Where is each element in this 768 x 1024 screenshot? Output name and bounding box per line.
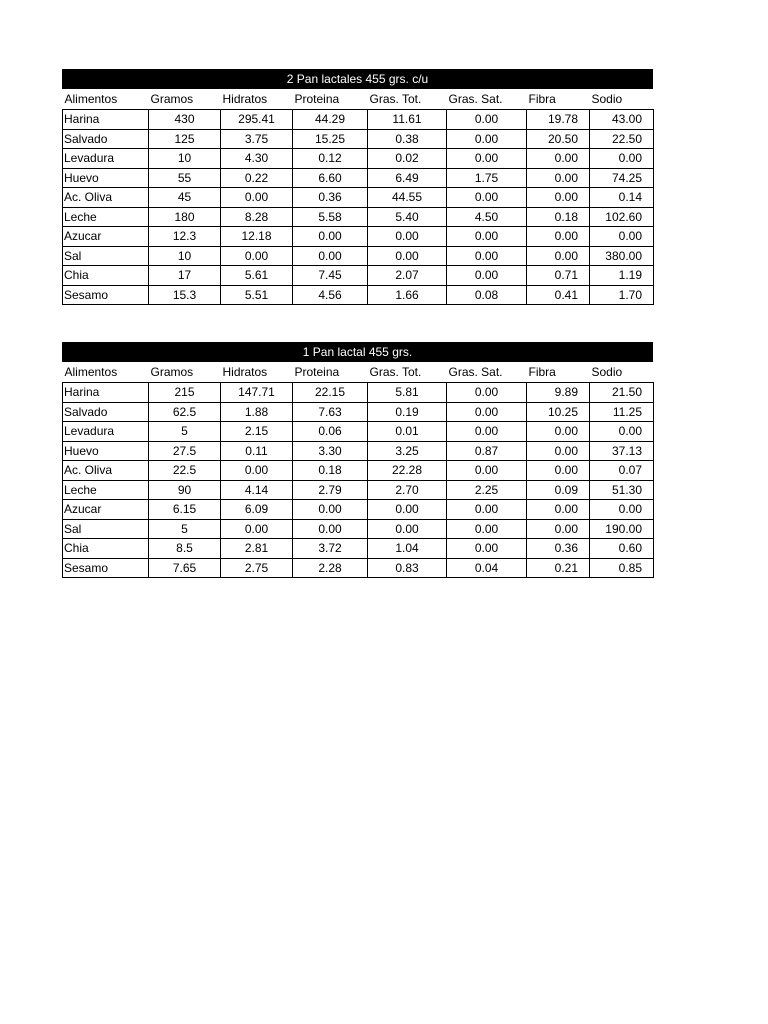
column-header: Gras. Sat. [448,92,503,106]
food-name-cell: Sal [63,519,149,539]
value-cell: 0.00 [447,246,527,266]
value-cell: 0.06 [293,422,368,442]
value-cell: 0.00 [527,461,590,481]
header-row [63,362,654,383]
value-cell: 0.00 [368,500,447,520]
value-cell: 1.70 [590,285,654,305]
value-cell: 0.00 [447,519,527,539]
value-cell: 5.81 [368,383,447,403]
column-header: Gras. Tot. [369,365,422,379]
value-cell: 2.79 [293,480,368,500]
table-row [63,422,654,442]
value-cell: 9.89 [527,383,590,403]
value-cell: 22.15 [293,383,368,403]
value-cell: 0.00 [293,519,368,539]
value-cell: 0.00 [527,188,590,208]
value-cell: 0.00 [527,246,590,266]
table-row [63,402,654,422]
value-cell: 0.01 [368,422,447,442]
value-cell: 0.83 [368,558,447,578]
value-cell: 6.09 [221,500,293,520]
food-name-cell: Salvado [63,402,149,422]
value-cell: 0.00 [221,188,293,208]
value-cell: 74.25 [590,168,654,188]
value-cell: 3.72 [293,539,368,559]
value-cell: 0.00 [447,461,527,481]
value-cell: 0.00 [527,227,590,247]
value-cell: 2.75 [221,558,293,578]
column-header: Fibra [528,365,556,379]
value-cell: 0.00 [293,227,368,247]
value-cell: 7.45 [293,266,368,286]
value-cell: 0.19 [368,402,447,422]
column-header: Gramos [150,92,194,106]
value-cell: 0.00 [447,539,527,559]
value-cell: 295.41 [221,110,293,130]
food-name-cell: Ac. Oliva [63,461,149,481]
value-cell: 22.5 [149,461,221,481]
value-cell: 90 [149,480,221,500]
value-cell: 0.36 [527,539,590,559]
value-cell: 0.00 [293,500,368,520]
table-row [63,129,654,149]
value-cell: 0.00 [368,246,447,266]
value-cell: 0.00 [590,422,654,442]
value-cell: 0.18 [527,207,590,227]
value-cell: 62.5 [149,402,221,422]
column-header: Gras. Sat. [448,365,503,379]
value-cell: 0.00 [590,500,654,520]
value-cell: 19.78 [527,110,590,130]
value-cell: 5.58 [293,207,368,227]
column-header: Proteina [294,92,340,106]
value-cell: 3.30 [293,441,368,461]
value-cell: 0.36 [293,188,368,208]
value-cell: 0.60 [590,539,654,559]
column-header: Sodio [591,365,623,379]
table-row [63,285,654,305]
value-cell: 0.00 [527,519,590,539]
value-cell: 0.00 [527,422,590,442]
table-row [63,558,654,578]
value-cell: 0.02 [368,149,447,169]
value-cell: 180 [149,207,221,227]
food-name-cell: Azucar [63,227,149,247]
table-row [63,207,654,227]
value-cell: 0.21 [527,558,590,578]
table-row [63,149,654,169]
table-row [63,266,654,286]
value-cell: 2.15 [221,422,293,442]
value-cell: 1.04 [368,539,447,559]
value-cell: 1.75 [447,168,527,188]
value-cell: 2.07 [368,266,447,286]
value-cell: 0.08 [447,285,527,305]
value-cell: 147.71 [221,383,293,403]
value-cell: 0.00 [447,383,527,403]
value-cell: 3.25 [368,441,447,461]
value-cell: 2.28 [293,558,368,578]
value-cell: 44.55 [368,188,447,208]
value-cell: 0.11 [221,441,293,461]
food-name-cell: Levadura [63,422,149,442]
value-cell: 43.00 [590,110,654,130]
value-cell: 0.00 [527,500,590,520]
value-cell: 0.85 [590,558,654,578]
food-name-cell: Sesamo [63,558,149,578]
value-cell: 215 [149,383,221,403]
value-cell: 17 [149,266,221,286]
value-cell: 8.28 [221,207,293,227]
header-row [63,89,654,110]
value-cell: 0.00 [447,129,527,149]
table-row [63,246,654,266]
value-cell: 0.38 [368,129,447,149]
nutrition-grid [62,89,654,305]
value-cell: 5.40 [368,207,447,227]
value-cell: 0.00 [590,227,654,247]
nutrition-table-two-loaves [62,69,653,305]
value-cell: 0.00 [221,246,293,266]
value-cell: 102.60 [590,207,654,227]
value-cell: 0.00 [447,188,527,208]
food-name-cell: Harina [63,383,149,403]
value-cell: 0.00 [368,519,447,539]
food-name-cell: Harina [63,110,149,130]
table-body [63,110,654,305]
value-cell: 2.70 [368,480,447,500]
value-cell: 5.61 [221,266,293,286]
value-cell: 0.00 [447,110,527,130]
table-row [63,227,654,247]
table-row [63,519,654,539]
food-name-cell: Leche [63,480,149,500]
value-cell: 11.25 [590,402,654,422]
value-cell: 0.04 [447,558,527,578]
value-cell: 4.50 [447,207,527,227]
value-cell: 8.5 [149,539,221,559]
value-cell: 0.12 [293,149,368,169]
value-cell: 0.14 [590,188,654,208]
column-header: Alimentos [64,365,118,379]
table-row [63,188,654,208]
value-cell: 0.00 [447,500,527,520]
table-row [63,500,654,520]
food-name-cell: Azucar [63,500,149,520]
value-cell: 5 [149,519,221,539]
value-cell: 0.00 [221,461,293,481]
value-cell: 6.49 [368,168,447,188]
value-cell: 125 [149,129,221,149]
value-cell: 0.71 [527,266,590,286]
value-cell: 0.00 [447,149,527,169]
column-header: Hidratos [222,92,268,106]
value-cell: 4.30 [221,149,293,169]
value-cell: 22.28 [368,461,447,481]
value-cell: 10 [149,149,221,169]
value-cell: 0.00 [221,519,293,539]
value-cell: 0.18 [293,461,368,481]
column-header: Sodio [591,92,623,106]
value-cell: 0.00 [527,441,590,461]
value-cell: 51.30 [590,480,654,500]
value-cell: 11.61 [368,110,447,130]
value-cell: 6.60 [293,168,368,188]
food-name-cell: Sal [63,246,149,266]
value-cell: 37.13 [590,441,654,461]
table-title: 2 Pan lactales 455 grs. c/u [62,69,653,89]
value-cell: 5 [149,422,221,442]
value-cell: 0.41 [527,285,590,305]
table-row [63,461,654,481]
value-cell: 3.75 [221,129,293,149]
column-header: Proteina [294,365,340,379]
value-cell: 10 [149,246,221,266]
food-name-cell: Leche [63,207,149,227]
value-cell: 0.87 [447,441,527,461]
table-row [63,480,654,500]
value-cell: 45 [149,188,221,208]
value-cell: 12.18 [221,227,293,247]
value-cell: 0.00 [527,149,590,169]
value-cell: 2.25 [447,480,527,500]
column-header: Alimentos [64,92,118,106]
table-row [63,168,654,188]
value-cell: 0.00 [368,227,447,247]
value-cell: 190.00 [590,519,654,539]
value-cell: 27.5 [149,441,221,461]
value-cell: 12.3 [149,227,221,247]
value-cell: 0.07 [590,461,654,481]
value-cell: 22.50 [590,129,654,149]
value-cell: 1.88 [221,402,293,422]
value-cell: 430 [149,110,221,130]
food-name-cell: Huevo [63,441,149,461]
value-cell: 0.22 [221,168,293,188]
table-row [63,441,654,461]
value-cell: 6.15 [149,500,221,520]
value-cell: 10.25 [527,402,590,422]
value-cell: 0.09 [527,480,590,500]
value-cell: 1.66 [368,285,447,305]
value-cell: 44.29 [293,110,368,130]
food-name-cell: Chia [63,266,149,286]
value-cell: 5.51 [221,285,293,305]
column-header: Gras. Tot. [369,92,422,106]
column-header: Hidratos [222,365,268,379]
table-row [63,539,654,559]
value-cell: 0.00 [447,402,527,422]
food-name-cell: Salvado [63,129,149,149]
value-cell: 0.00 [590,149,654,169]
nutrition-table-one-loaf [62,342,653,578]
value-cell: 7.63 [293,402,368,422]
table-row [63,383,654,403]
food-name-cell: Huevo [63,168,149,188]
value-cell: 0.00 [447,266,527,286]
value-cell: 0.00 [527,168,590,188]
value-cell: 4.14 [221,480,293,500]
value-cell: 380.00 [590,246,654,266]
food-name-cell: Sesamo [63,285,149,305]
food-name-cell: Levadura [63,149,149,169]
table-body [63,383,654,578]
table-row [63,110,654,130]
value-cell: 20.50 [527,129,590,149]
value-cell: 21.50 [590,383,654,403]
value-cell: 15.25 [293,129,368,149]
value-cell: 55 [149,168,221,188]
value-cell: 7.65 [149,558,221,578]
value-cell: 4.56 [293,285,368,305]
table-title: 1 Pan lactal 455 grs. [62,342,653,362]
nutrition-grid [62,362,654,578]
value-cell: 0.00 [447,227,527,247]
value-cell: 0.00 [447,422,527,442]
food-name-cell: Ac. Oliva [63,188,149,208]
food-name-cell: Chia [63,539,149,559]
value-cell: 15.3 [149,285,221,305]
column-header: Gramos [150,365,194,379]
column-header: Fibra [528,92,556,106]
value-cell: 2.81 [221,539,293,559]
value-cell: 1.19 [590,266,654,286]
value-cell: 0.00 [293,246,368,266]
